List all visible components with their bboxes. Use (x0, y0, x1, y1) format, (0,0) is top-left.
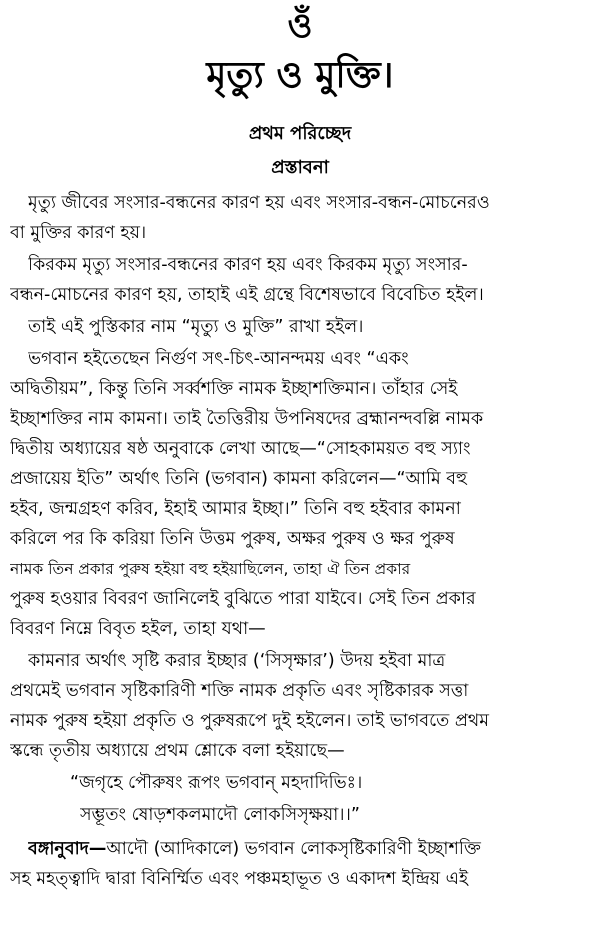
text-line: কামনার অর্থাৎ সৃষ্টি করার ইচ্ছার (‘সিসৃক্ষার’) উদয় হইবা মাত্র (28, 651, 446, 671)
text-line: কিরকম মৃত্যু সংসার-বন্ধনের কারণ হয় এবং কিরকম মৃত্যু সংসার- (28, 255, 468, 275)
text-line: বন্ধন-মোচনের কারণ হয়, তাহাই এই গ্রন্থে বিশেষভাবে বিবেচিত হইল। (10, 285, 484, 305)
text-line: প্রজায়েয় ইতি” অর্থাৎ তিনি (ভগবান) কামনা করিলেন—“আমি বহু (10, 469, 468, 489)
text-line: বা মুক্তির কারণ হয়। (10, 223, 147, 243)
text-line: হইব, জন্মগ্রহণ করিব, ইহাই আমার ইচ্ছা।” তিনি বহু হইবার কামনা (10, 499, 461, 519)
text-line: পুরুষ হওয়ার বিবরণ জানিলেই বুঝিতে পারা যাইবে। সেই তিন প্রকার (10, 589, 476, 609)
text-line: ইচ্ছাশক্তির নাম কামনা। তাই তৈত্তিরীয় উপনিষদের ব্রহ্মানন্দবল্লি নামক (10, 409, 484, 429)
text-line: অদ্বিতীয়ম”, কিন্তু তিনি সর্ব্বশক্তি নামক ইচ্ছাশক্তিমান। তাঁহার সেই (10, 379, 458, 399)
text-line: তাই এই পুস্তিকার নাম “মৃত্যু ও মুক্তি” রাখা হইল। (28, 317, 364, 337)
verse-line: “জগৃহে পৌরুষং রূপং ভগবান্ মহদাদিভিঃ। (70, 773, 363, 793)
page-title: মৃত্যু ও মুক্তি। (206, 55, 394, 96)
text-line: দ্বিতীয় অধ্যায়ের ষষ্ঠ অনুবাকে লেখা আছে—“সোহকাময়ত বহু স্যাং (10, 439, 471, 459)
text-line: প্রথমেই ভগবান সৃষ্টিকারিণী শক্তি নামক প্রকৃতি এবং সৃষ্টিকারক সত্তা (10, 681, 469, 701)
translation-text: আদৌ (আদিকালে) ভগবান লোকসৃষ্টিকারিণী ইচ্ছাশক্তি (106, 839, 481, 859)
text-line: বিবরণ নিম্নে বিবৃত হইল, তাহা যথা— (10, 619, 266, 639)
om-symbol: ওঁ (287, 6, 313, 46)
text-line: করিলে পর কি করিয়া তিনি উত্তম পুরুষ, অক্ষর পুরুষ ও ক্ষর পুরুষ (10, 529, 455, 549)
text-line: নামক পুরুষ হইয়া প্রকৃতি ও পুরুষরূপে দুই হইলেন। তাই ভাগবতে প্রথম (10, 711, 489, 731)
chapter-heading: প্রথম পরিচ্ছেদ (248, 123, 352, 144)
text-line: সহ মহত্ত্বাদি দ্বারা বিনির্ম্মিত এবং পঞ্চমহাভূত ও একাদশ ইন্দ্রিয় এই (10, 869, 469, 889)
text-line: মৃত্যু জীবের সংসার-বন্ধনের কারণ হয় এবং সংসার-বন্ধন-মোচনেরও (28, 193, 490, 213)
text-line: স্কন্ধে তৃতীয় অধ্যায়ে প্রথম শ্লোকে বলা হইয়াছে— (10, 741, 345, 761)
text-line: ভগবান হইতেছেন নির্গুণ সৎ-চিৎ-আনন্দময় এবং “একং (28, 349, 409, 369)
translation-label: বঙ্গানুবাদ— (28, 839, 107, 859)
verse-line: সম্ভূতং ষোড়শকলমাদৌ লোকসিসৃক্ষয়া।।” (80, 805, 360, 825)
text-line (28, 834, 590, 864)
section-heading: প্রস্তাবনা (271, 157, 329, 178)
text-line: নামক তিন প্রকার পুরুষ হইয়া বহু হইয়াছিলেন, তাহা ঐ তিন প্রকার (10, 560, 411, 578)
